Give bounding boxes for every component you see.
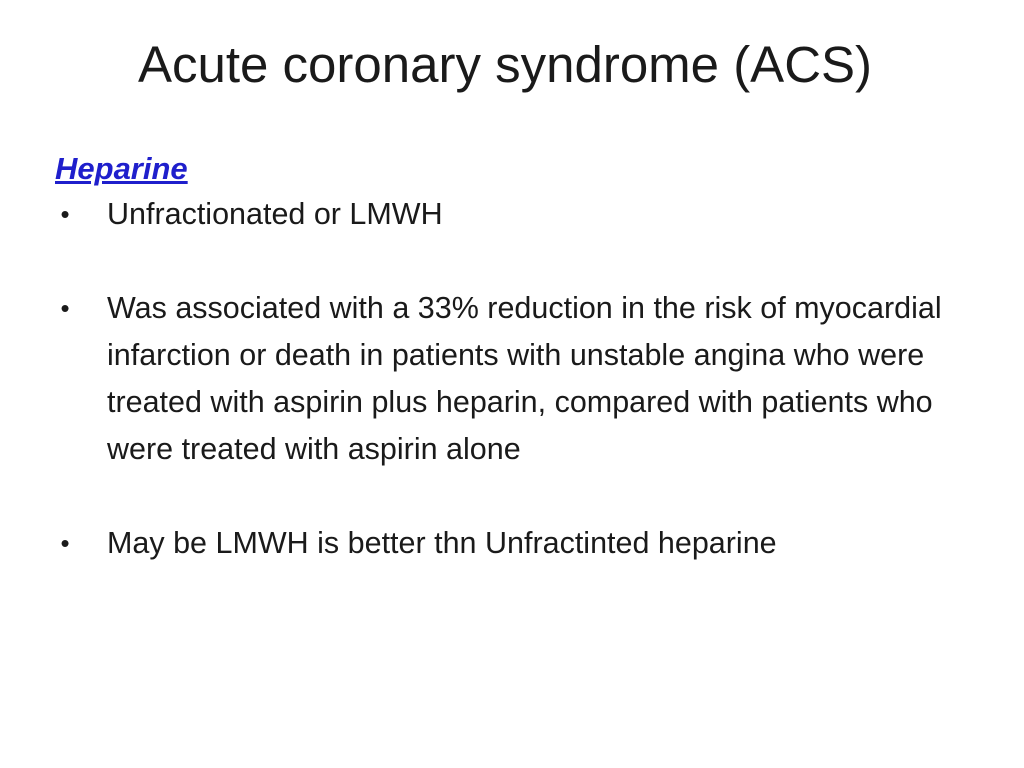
slide-title: Acute coronary syndrome (ACS) [137,36,873,93]
bullet-text: Unfractionated or LMWH [107,197,443,231]
bullet-list [55,191,955,567]
list-item [55,191,955,238]
bullet-text: Was associated with a 33% reduction in the risk of myocardial infarction or death in patients with unstable angina who were treated with aspirin plus heparin, compared with patients who were treated with aspirin alone [107,291,942,466]
list-item [55,285,955,473]
slide-body [55,147,955,567]
bullet-text: May be LMWH is better thn Unfractinted heparine [107,526,777,560]
section-heading: Heparine [55,151,188,186]
bullet-icon: • [60,528,70,558]
list-item [55,520,955,567]
bullet-icon: • [60,199,70,229]
bullet-icon: • [60,293,70,323]
